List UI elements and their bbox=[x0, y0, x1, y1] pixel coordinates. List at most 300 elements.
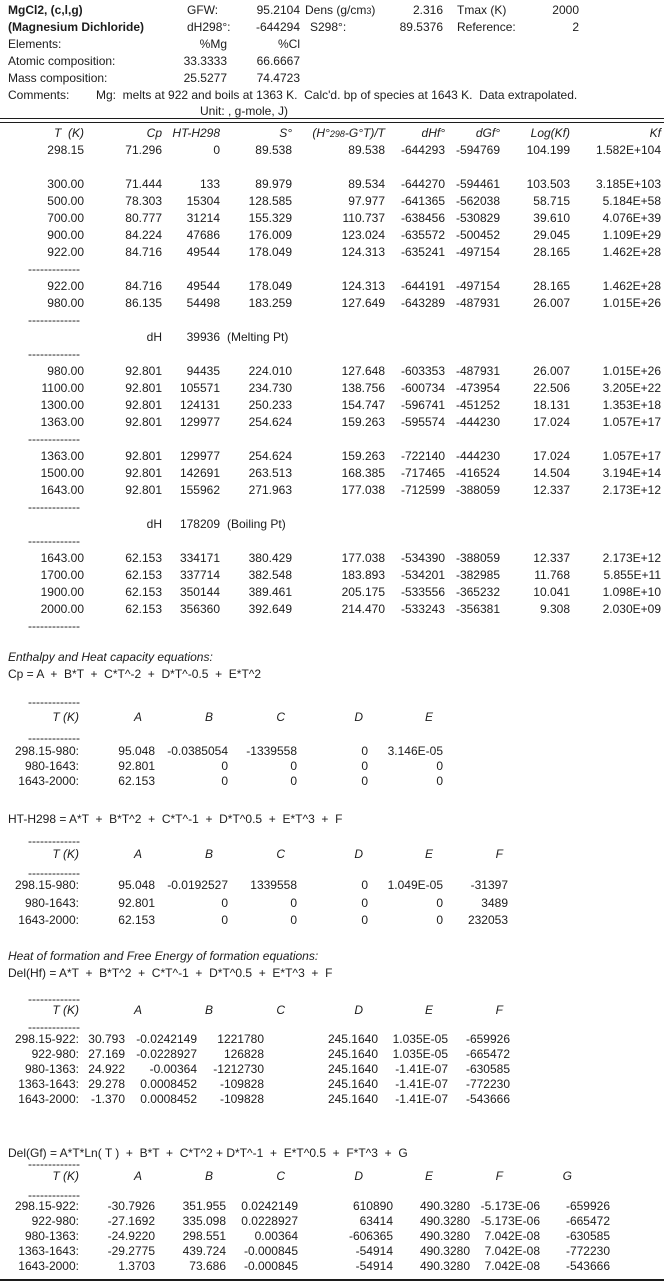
dash-separator-row bbox=[0, 619, 664, 634]
coefficient-cell: 24.922 bbox=[88, 1062, 125, 1076]
table-cell: 980.00 bbox=[47, 296, 84, 310]
tmax-label: Tmax (K) bbox=[457, 3, 507, 17]
temperature-range-cell: 298.15-922: bbox=[14, 1199, 79, 1213]
table-cell: 1.015E+26 bbox=[602, 364, 661, 378]
column-header: C bbox=[276, 1003, 285, 1017]
table-cell: -530829 bbox=[455, 211, 500, 225]
table-cell: 271.963 bbox=[248, 483, 292, 497]
column-header: A bbox=[133, 1003, 142, 1017]
coefficient-cell: -30.7926 bbox=[107, 1199, 155, 1213]
coefficient-cell: -606365 bbox=[348, 1229, 393, 1243]
table-cell: 15304 bbox=[186, 194, 220, 208]
table-cell: 155962 bbox=[179, 483, 220, 497]
table-cell: 17.024 bbox=[533, 449, 570, 463]
main-table-row bbox=[0, 466, 664, 481]
coefficient-cell: -630585 bbox=[465, 1062, 510, 1076]
table-cell: 500.00 bbox=[47, 194, 84, 208]
coeff-table-row bbox=[0, 1032, 664, 1047]
column-header: HT-H298 bbox=[172, 126, 220, 140]
table-cell: 124131 bbox=[179, 398, 220, 412]
table-cell: 2000.00 bbox=[40, 602, 84, 616]
table-cell: -603353 bbox=[400, 364, 445, 378]
main-table-row bbox=[0, 381, 664, 396]
coefficient-cell: -1.41E-07 bbox=[395, 1092, 448, 1106]
phase-transition-row bbox=[0, 517, 664, 532]
temperature-range-cell: 1363-1643: bbox=[18, 1077, 79, 1091]
table-cell: 1.057E+17 bbox=[602, 415, 661, 429]
coefficient-cell: -1339558 bbox=[246, 744, 297, 758]
comments-label: Comments: bbox=[8, 88, 70, 102]
table-cell: -638456 bbox=[400, 211, 445, 225]
dh298-label: dH298°: bbox=[187, 20, 231, 34]
coefficient-cell: -24.9220 bbox=[107, 1229, 155, 1243]
coefficient-cell: 0.0008452 bbox=[140, 1077, 197, 1091]
header-line-comments bbox=[0, 88, 664, 103]
table-cell: 1.015E+26 bbox=[602, 296, 661, 310]
table-cell: 5.855E+11 bbox=[603, 568, 661, 582]
table-cell: 128.585 bbox=[248, 194, 292, 208]
main-table-row bbox=[0, 194, 664, 209]
coefficient-cell: 0 bbox=[221, 759, 228, 773]
table-cell: 97.977 bbox=[348, 194, 385, 208]
dh-note: (Melting Pt) bbox=[227, 330, 289, 344]
dash-separator: ------------- bbox=[28, 992, 80, 1006]
column-header: S° bbox=[279, 126, 292, 140]
coefficient-cell: 73.686 bbox=[189, 1259, 226, 1273]
table-cell: 124.313 bbox=[341, 245, 385, 259]
table-cell: 1.057E+17 bbox=[602, 449, 661, 463]
table-cell: 1.462E+28 bbox=[602, 279, 661, 293]
dh-label: dH bbox=[146, 330, 162, 344]
dash-separator: ------------- bbox=[28, 432, 80, 446]
table-cell: -594461 bbox=[455, 177, 500, 191]
temperature-range-cell: 1643-2000: bbox=[18, 1259, 79, 1273]
main-table-row bbox=[0, 449, 664, 464]
table-cell: 84.224 bbox=[125, 228, 162, 242]
ht-equation: HT-H298 = A*T + B*T^2 + C*T^-1 + D*T^0.5 + E*T^3 + F bbox=[8, 812, 343, 826]
dash-separator: ------------- bbox=[28, 500, 80, 514]
table-cell: -722140 bbox=[400, 449, 445, 463]
table-cell: 49544 bbox=[186, 245, 220, 259]
reference-label: Reference: bbox=[457, 20, 516, 34]
table-cell: 89.538 bbox=[255, 143, 292, 157]
column-header: E bbox=[424, 1003, 433, 1017]
table-cell: 39.610 bbox=[533, 211, 570, 225]
table-cell: 234.730 bbox=[248, 381, 292, 395]
coefficient-cell: 351.955 bbox=[182, 1199, 226, 1213]
coefficient-cell: -54914 bbox=[355, 1244, 393, 1258]
column-header: T (K) bbox=[52, 847, 79, 861]
table-cell: 178.049 bbox=[248, 245, 292, 259]
temperature-range-cell: 298.15-922: bbox=[14, 1032, 79, 1046]
table-cell: -644191 bbox=[400, 279, 445, 293]
table-cell: 14.504 bbox=[533, 466, 570, 480]
table-cell: -643289 bbox=[400, 296, 445, 310]
coeff-table-header-row bbox=[0, 847, 664, 862]
table-bottom-rule bbox=[0, 1279, 664, 1281]
column-header: F bbox=[495, 1003, 503, 1017]
coefficient-cell: 126828 bbox=[223, 1047, 264, 1061]
table-cell: 1643.00 bbox=[40, 483, 84, 497]
column-header: B bbox=[204, 1003, 213, 1017]
table-cell: -382985 bbox=[455, 568, 500, 582]
coeff-table-row bbox=[0, 1229, 664, 1244]
table-cell: 1.462E+28 bbox=[602, 245, 661, 259]
coeff-table-row bbox=[0, 1062, 664, 1077]
table-cell: 2.173E+12 bbox=[602, 551, 661, 565]
table-cell: 3.205E+22 bbox=[602, 381, 661, 395]
table-cell: -644293 bbox=[400, 143, 445, 157]
coeff-table-header-row bbox=[0, 1003, 664, 1018]
coefficient-cell: 0 bbox=[436, 759, 443, 773]
enthalpy-section bbox=[0, 650, 664, 665]
table-cell: 12.337 bbox=[533, 551, 570, 565]
column-header: C bbox=[276, 847, 285, 861]
coefficient-cell: -54914 bbox=[355, 1259, 393, 1273]
table-cell: 922.00 bbox=[47, 279, 84, 293]
coeff-table-row bbox=[0, 878, 664, 893]
column-header: Log(Kf) bbox=[530, 126, 570, 140]
table-cell: 254.624 bbox=[248, 415, 292, 429]
column-header: D bbox=[354, 847, 363, 861]
table-cell: -635241 bbox=[400, 245, 445, 259]
cp-equation: Cp = A + B*T + C*T^-2 + D*T^-0.5 + E*T^2 bbox=[8, 667, 262, 681]
table-cell: 178.049 bbox=[248, 279, 292, 293]
column-header: T (K) bbox=[52, 1003, 79, 1017]
coefficient-cell: -5.173E-06 bbox=[480, 1199, 540, 1213]
table-cell: 155.329 bbox=[248, 211, 292, 225]
table-cell: 922.00 bbox=[47, 245, 84, 259]
coefficient-cell: 0 bbox=[290, 896, 297, 910]
coefficient-cell: -772230 bbox=[465, 1077, 510, 1091]
table-cell: 62.153 bbox=[125, 568, 162, 582]
dash-separator-row bbox=[0, 347, 664, 362]
column-header: A bbox=[133, 710, 142, 724]
dash-separator-row bbox=[0, 695, 664, 710]
coefficient-cell: -665472 bbox=[565, 1214, 610, 1228]
dh-value: 178209 bbox=[179, 517, 220, 531]
column-header: A bbox=[133, 1169, 142, 1183]
coefficient-cell: 0 bbox=[361, 774, 368, 788]
atomic-mg-value: 33.3333 bbox=[183, 54, 227, 68]
dash-separator-row bbox=[0, 313, 664, 328]
species-name: (Magnesium Dichloride) bbox=[8, 20, 145, 34]
table-cell: 62.153 bbox=[125, 602, 162, 616]
density-label: Dens (g/cm3) bbox=[305, 3, 376, 17]
table-cell: 89.538 bbox=[348, 143, 385, 157]
table-cell: 700.00 bbox=[47, 211, 84, 225]
column-header: C bbox=[276, 710, 285, 724]
main-table-row bbox=[0, 602, 664, 617]
coefficient-cell: 1.035E-05 bbox=[392, 1047, 448, 1061]
table-cell: -416524 bbox=[455, 466, 500, 480]
table-cell: 1363.00 bbox=[40, 449, 84, 463]
table-cell: 1643.00 bbox=[40, 551, 84, 565]
coefficient-cell: 30.793 bbox=[88, 1032, 125, 1046]
density-value: 2.316 bbox=[412, 3, 443, 17]
column-header: E bbox=[424, 1169, 433, 1183]
table-cell: 389.461 bbox=[248, 585, 292, 599]
table-cell: -451252 bbox=[455, 398, 500, 412]
column-header: D bbox=[354, 1169, 363, 1183]
dash-separator-row bbox=[0, 534, 664, 549]
table-cell: 9.308 bbox=[539, 602, 570, 616]
coeff-table-row bbox=[0, 896, 664, 911]
table-cell: 1100.00 bbox=[41, 381, 84, 395]
formation-section-title: Heat of formation and Free Energy of formation equations: bbox=[8, 949, 319, 963]
main-table-row bbox=[0, 364, 664, 379]
coefficient-cell: -1.41E-07 bbox=[395, 1062, 448, 1076]
gfw-label: GFW: bbox=[187, 3, 219, 17]
column-header: E bbox=[424, 710, 433, 724]
table-cell: 103.503 bbox=[526, 177, 570, 191]
main-table-row bbox=[0, 398, 664, 413]
coefficient-cell: 0 bbox=[361, 878, 368, 892]
coefficient-cell: -543666 bbox=[565, 1259, 610, 1273]
dash-separator: ------------- bbox=[28, 313, 80, 327]
table-cell: -596741 bbox=[400, 398, 445, 412]
coefficient-cell: 0 bbox=[436, 896, 443, 910]
coefficient-cell: -0.00364 bbox=[149, 1062, 197, 1076]
table-cell: -444230 bbox=[455, 415, 500, 429]
table-cell: 129977 bbox=[179, 415, 220, 429]
table-cell: -600734 bbox=[400, 381, 445, 395]
dash-separator: ------------- bbox=[28, 695, 80, 709]
table-cell: 392.649 bbox=[248, 602, 292, 616]
table-cell: -712599 bbox=[400, 483, 445, 497]
mass-cl-value: 74.4723 bbox=[256, 71, 300, 85]
table-cell: 3.185E+103 bbox=[595, 177, 661, 191]
table-cell: 1700.00 bbox=[40, 568, 84, 582]
coefficient-cell: 7.042E-08 bbox=[484, 1259, 540, 1273]
table-cell: 177.038 bbox=[341, 483, 385, 497]
main-table-row bbox=[0, 585, 664, 600]
table-cell: 28.165 bbox=[533, 245, 570, 259]
dash-separator: ------------- bbox=[28, 1188, 80, 1202]
dash-separator-row bbox=[0, 262, 664, 277]
table-cell: 47686 bbox=[186, 228, 220, 242]
table-cell: 3.194E+14 bbox=[602, 466, 661, 480]
column-header: B bbox=[204, 710, 213, 724]
table-cell: 54498 bbox=[186, 296, 220, 310]
table-cell: 17.024 bbox=[533, 415, 570, 429]
main-table-row bbox=[0, 245, 664, 260]
unit-text: Unit: , g-mole, J) bbox=[200, 104, 289, 118]
table-cell: 254.624 bbox=[248, 449, 292, 463]
table-cell: -500452 bbox=[455, 228, 500, 242]
dh-value: 39936 bbox=[186, 330, 220, 344]
column-header-part: 298 bbox=[329, 129, 345, 139]
table-cell: 12.337 bbox=[533, 483, 570, 497]
temperature-range-cell: 980-1643: bbox=[24, 759, 79, 773]
table-cell: -444230 bbox=[455, 449, 500, 463]
reference-value: 2 bbox=[572, 20, 579, 34]
table-cell: 31214 bbox=[186, 211, 220, 225]
header-line-2 bbox=[0, 20, 664, 35]
table-cell: 80.777 bbox=[125, 211, 162, 225]
table-cell: -534390 bbox=[400, 551, 445, 565]
coefficient-cell: 490.3280 bbox=[419, 1214, 470, 1228]
atomic-cl-value: 66.6667 bbox=[256, 54, 300, 68]
table-top-double-rule bbox=[0, 118, 664, 123]
column-header: G bbox=[562, 1169, 572, 1183]
gf-equation: Del(Gf) = A*T*Ln( T ) + B*T + C*T^2 + D*T^-1 + E*T^0.5 + F*T^3 + G bbox=[8, 1146, 408, 1160]
table-cell: 176.009 bbox=[248, 228, 292, 242]
table-cell: 92.801 bbox=[125, 466, 162, 480]
coefficient-cell: 0 bbox=[221, 896, 228, 910]
table-cell: 4.076E+39 bbox=[602, 211, 661, 225]
coefficient-cell: 0 bbox=[221, 913, 228, 927]
table-cell: 92.801 bbox=[125, 415, 162, 429]
coeff-table-row bbox=[0, 1259, 664, 1274]
header-line-atomic bbox=[0, 54, 664, 69]
table-cell: 11.768 bbox=[534, 568, 570, 582]
temperature-range-cell: 1643-2000: bbox=[18, 913, 79, 927]
table-cell: 159.263 bbox=[341, 415, 385, 429]
table-cell: 92.801 bbox=[125, 364, 162, 378]
table-cell: 1.098E+10 bbox=[602, 585, 661, 599]
coefficient-cell: -109828 bbox=[219, 1077, 264, 1091]
column-header: dHf° bbox=[421, 126, 445, 140]
coefficient-cell: -1212730 bbox=[213, 1062, 264, 1076]
table-cell: 1363.00 bbox=[40, 415, 84, 429]
comments-text: Mg: melts at 922 and boils at 1363 K. Calc'd. bp of species at 1643 K. Data extrapolated. bbox=[96, 88, 578, 102]
table-cell: 900.00 bbox=[47, 228, 84, 242]
coefficient-cell: -0.0385054 bbox=[167, 744, 228, 758]
coefficient-cell: 232053 bbox=[467, 913, 508, 927]
table-cell: -641365 bbox=[400, 194, 445, 208]
dash-separator: ------------- bbox=[28, 1020, 80, 1034]
table-cell: -487931 bbox=[455, 364, 500, 378]
coefficient-cell: 0 bbox=[290, 913, 297, 927]
ht-equation-line bbox=[0, 812, 664, 827]
table-cell: 92.801 bbox=[125, 449, 162, 463]
coefficient-cell: -29.2775 bbox=[107, 1244, 155, 1258]
gfw-value: 95.2104 bbox=[256, 3, 300, 17]
mg-column-header: %Mg bbox=[199, 37, 227, 51]
dh298-value: -644294 bbox=[255, 20, 300, 34]
column-header: Kf bbox=[649, 126, 661, 140]
column-header: T (K) bbox=[52, 1169, 79, 1183]
table-cell: -595574 bbox=[400, 415, 445, 429]
table-cell: -356381 bbox=[455, 602, 500, 616]
coeff-table-row bbox=[0, 744, 664, 759]
main-table-row bbox=[0, 296, 664, 311]
table-cell: -365232 bbox=[455, 585, 500, 599]
table-cell: 350144 bbox=[179, 585, 220, 599]
table-cell: 29.045 bbox=[533, 228, 570, 242]
table-cell: 104.199 bbox=[526, 143, 570, 157]
column-header: C bbox=[276, 1169, 285, 1183]
column-header: E bbox=[424, 847, 433, 861]
temperature-range-cell: 980-1643: bbox=[24, 896, 79, 910]
table-cell: 154.747 bbox=[341, 398, 385, 412]
temperature-range-cell: 980-1363: bbox=[24, 1062, 79, 1076]
main-table-row bbox=[0, 228, 664, 243]
table-cell: 92.801 bbox=[125, 398, 162, 412]
table-cell: 26.007 bbox=[533, 296, 570, 310]
table-cell: -533243 bbox=[400, 602, 445, 616]
main-table-row bbox=[0, 415, 664, 430]
coefficient-cell: 92.801 bbox=[118, 759, 155, 773]
table-cell: 300.00 bbox=[47, 177, 84, 191]
coefficient-cell: 7.042E-08 bbox=[484, 1229, 540, 1243]
table-cell: -497154 bbox=[455, 279, 500, 293]
coefficient-cell: 0.0242149 bbox=[241, 1199, 298, 1213]
coefficient-cell: -659926 bbox=[565, 1199, 610, 1213]
coeff-table-row bbox=[0, 1214, 664, 1229]
coefficient-cell: 1.049E-05 bbox=[387, 878, 443, 892]
table-cell: 382.548 bbox=[248, 568, 292, 582]
table-cell: 205.175 bbox=[341, 585, 385, 599]
coefficient-cell: 490.3280 bbox=[419, 1259, 470, 1273]
table-cell: 124.313 bbox=[341, 279, 385, 293]
temperature-range-cell: 1363-1643: bbox=[18, 1244, 79, 1258]
table-cell: 224.010 bbox=[248, 364, 292, 378]
species-formula: MgCl2, (c,l,g) bbox=[8, 3, 83, 17]
coeff-table-header-row bbox=[0, 1169, 664, 1184]
table-cell: -594769 bbox=[455, 143, 500, 157]
table-cell: 84.716 bbox=[125, 279, 162, 293]
coefficient-cell: -1.370 bbox=[90, 1092, 125, 1106]
table-cell: 71.296 bbox=[125, 143, 162, 157]
column-header: T (K) bbox=[52, 710, 79, 724]
dash-separator: ------------- bbox=[28, 619, 80, 633]
table-cell: 1.582E+104 bbox=[595, 143, 661, 157]
table-cell: 2.030E+09 bbox=[602, 602, 661, 616]
table-cell: 337714 bbox=[179, 568, 220, 582]
table-cell: 2.173E+12 bbox=[602, 483, 661, 497]
coefficient-cell: -659926 bbox=[465, 1032, 510, 1046]
table-cell: -717465 bbox=[400, 466, 445, 480]
coefficient-cell: 0 bbox=[361, 759, 368, 773]
table-cell: 142691 bbox=[179, 466, 220, 480]
table-cell: 127.649 bbox=[341, 296, 385, 310]
s298-label: S298°: bbox=[310, 20, 347, 34]
table-cell: 334171 bbox=[179, 551, 220, 565]
table-cell: -497154 bbox=[455, 245, 500, 259]
coefficient-cell: 245.1640 bbox=[327, 1092, 378, 1106]
dash-separator-row bbox=[0, 500, 664, 515]
temperature-range-cell: 922-980: bbox=[31, 1214, 79, 1228]
table-cell: 10.041 bbox=[533, 585, 570, 599]
table-cell: 123.024 bbox=[341, 228, 385, 242]
table-cell: 127.648 bbox=[341, 364, 385, 378]
coefficient-cell: -5.173E-06 bbox=[480, 1214, 540, 1228]
coefficient-cell: 245.1640 bbox=[327, 1077, 378, 1091]
coefficient-cell: -772230 bbox=[565, 1244, 610, 1258]
main-table-header-row bbox=[0, 126, 664, 141]
table-cell: 1.353E+18 bbox=[602, 398, 661, 412]
table-cell: 1300.00 bbox=[40, 398, 84, 412]
coefficient-cell: 490.3280 bbox=[419, 1229, 470, 1243]
table-cell: 92.801 bbox=[125, 381, 162, 395]
coefficient-cell: 95.048 bbox=[118, 878, 155, 892]
coefficient-cell: 490.3280 bbox=[419, 1199, 470, 1213]
coeff-table-row bbox=[0, 774, 664, 789]
table-cell: 356360 bbox=[179, 602, 220, 616]
coefficient-cell: -0.000845 bbox=[243, 1259, 298, 1273]
coefficient-cell: 27.169 bbox=[88, 1047, 125, 1061]
table-cell: -487931 bbox=[455, 296, 500, 310]
header-line-elements bbox=[0, 37, 664, 52]
table-cell: 86.135 bbox=[125, 296, 162, 310]
column-header-h298-gt bbox=[312, 126, 385, 140]
coefficient-cell: 3.146E-05 bbox=[387, 744, 443, 758]
main-table-row bbox=[0, 483, 664, 498]
coefficient-cell: 63414 bbox=[359, 1214, 393, 1228]
table-cell: 62.153 bbox=[125, 585, 162, 599]
